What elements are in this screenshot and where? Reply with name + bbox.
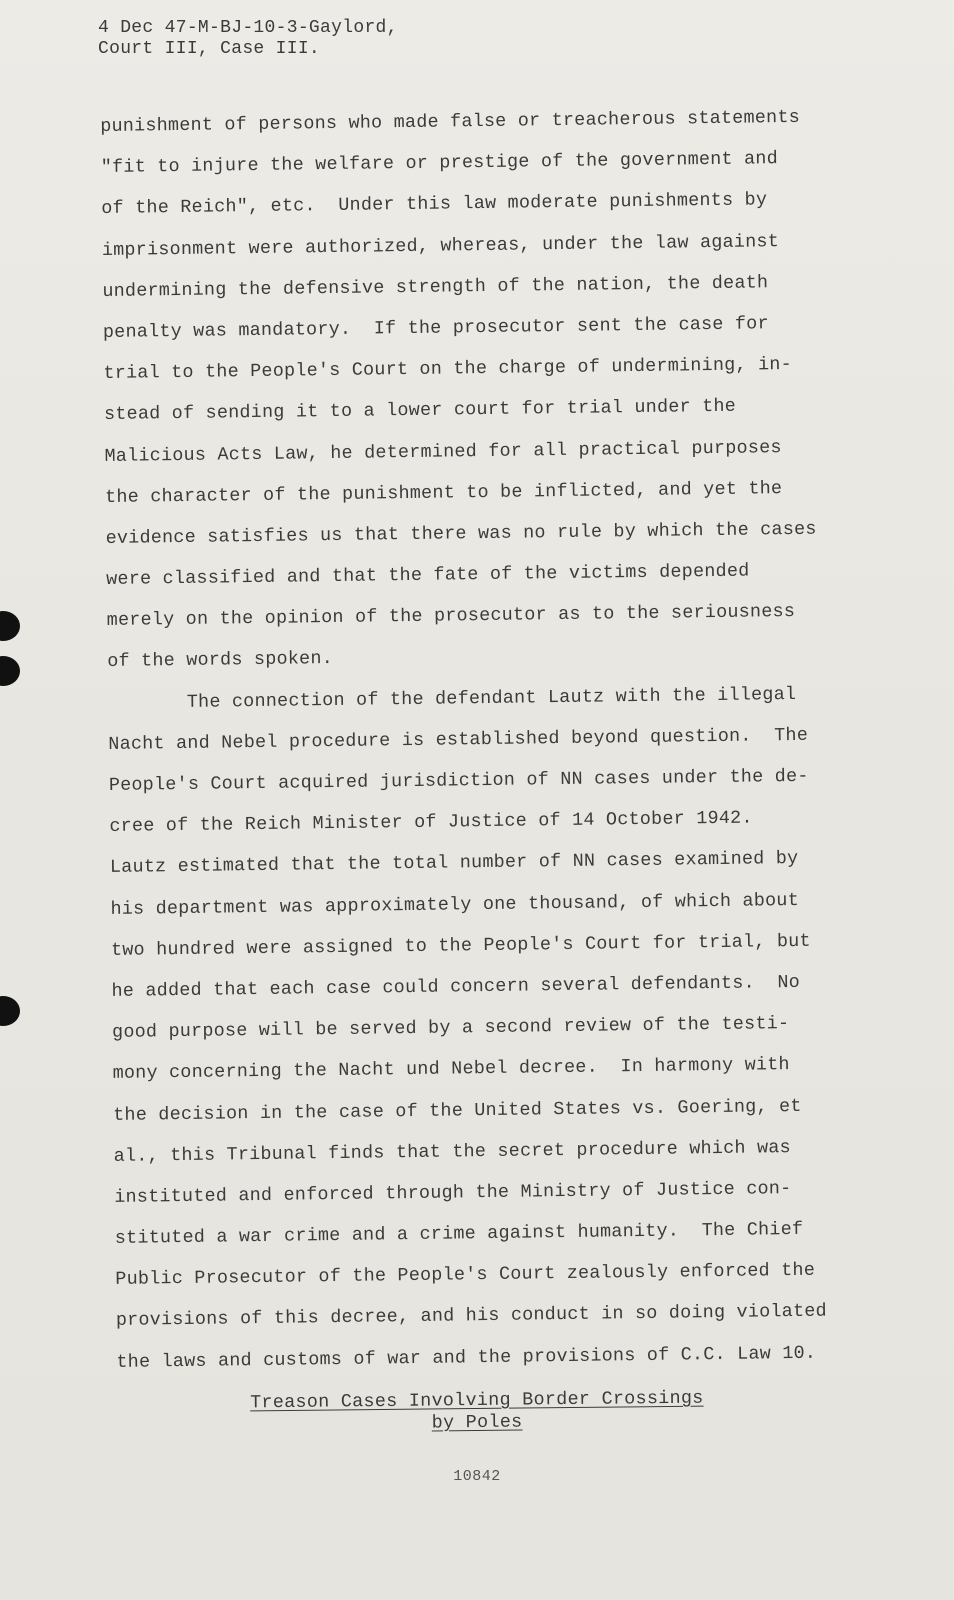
section-heading-line2: by Poles (431, 1411, 523, 1434)
text-line: stead of sending it to a lower court for trial under the (103, 396, 737, 426)
text-line: penalty was mandatory. If the prosecutor sent the case for (102, 313, 769, 343)
text-line: the decision in the case of the United States vs. Goering, et (113, 1095, 802, 1126)
text-line: al., this Tribunal finds that the secret procedure which was (113, 1136, 791, 1167)
punch-hole (0, 996, 20, 1026)
text-line: imprisonment were authorized, whereas, under the law against (101, 230, 780, 261)
text-line: People's Court acquired jurisdiction of NN cases under the de- (108, 765, 809, 796)
text-line: Nacht and Nebel procedure is established beyond question. The (108, 724, 809, 755)
body-text (100, 96, 907, 1383)
page-number: 10842 (453, 1468, 501, 1485)
text-line: the laws and customs of war and the provisions of C.C. Law 10. (116, 1342, 817, 1373)
section-heading-line1: Treason Cases Involving Border Crossings (250, 1387, 704, 1414)
text-line: he added that each case could concern several defendants. No (111, 971, 801, 1002)
text-line: Public Prosecutor of the People's Court zealously enforced the (115, 1259, 816, 1291)
text-line: undermining the defensive strength of the nation, the death (102, 272, 769, 302)
text-line: of the words spoken. (107, 648, 334, 673)
text-line: cree of the Reich Minister of Justice of 14 October 1942. (109, 807, 753, 838)
text-line: two hundred were assigned to the People's Court for trial, but (110, 930, 811, 961)
text-line: the character of the punishment to be inflicted, and yet the (104, 477, 783, 508)
text-line: Lautz estimated that the total number of NN cases examined by (109, 848, 799, 879)
header-court-case: Court III, Case III. (98, 39, 321, 59)
text-line: evidence satisfies us that there was no rule by which the cases (105, 518, 817, 549)
text-line: Malicious Acts Law, he determined for all practical purposes (104, 436, 782, 467)
header-reference: 4 Dec 47-M-BJ-10-3-Gaylord, (98, 18, 398, 38)
text-line: provisions of this decree, and his conduct in so doing violated (115, 1301, 828, 1332)
text-line: instituted and enforced through the Ministry of Justice con- (114, 1177, 792, 1208)
section-heading (0, 1385, 954, 1439)
text-line: of the Reich", etc. Under this law moderate punishments by (101, 189, 768, 220)
text-line: punishment of persons who made false or treacherous statements (100, 106, 801, 137)
text-line: were classified and that the fate of the victims depended (106, 560, 750, 591)
text-line: "fit to injure the welfare or prestige of the government and (100, 148, 779, 179)
text-line: mony concerning the Nacht und Nebel decree. In harmony with (112, 1054, 790, 1085)
text-line: his department was approximately one thousand, of which about (110, 889, 800, 920)
text-line: trial to the People's Court on the charge of undermining, in- (103, 354, 793, 385)
text-line: stituted a war crime and a crime against humanity. The Chief (114, 1218, 804, 1249)
punch-hole (0, 656, 20, 686)
text-line: merely on the opinion of the prosecutor as to the seriousness (106, 601, 796, 632)
punch-hole (0, 611, 20, 641)
text-line: The connection of the defendant Lautz with the illegal (107, 683, 797, 714)
text-line: good purpose will be served by a second review of the testi- (111, 1013, 790, 1044)
document-header (98, 18, 398, 60)
